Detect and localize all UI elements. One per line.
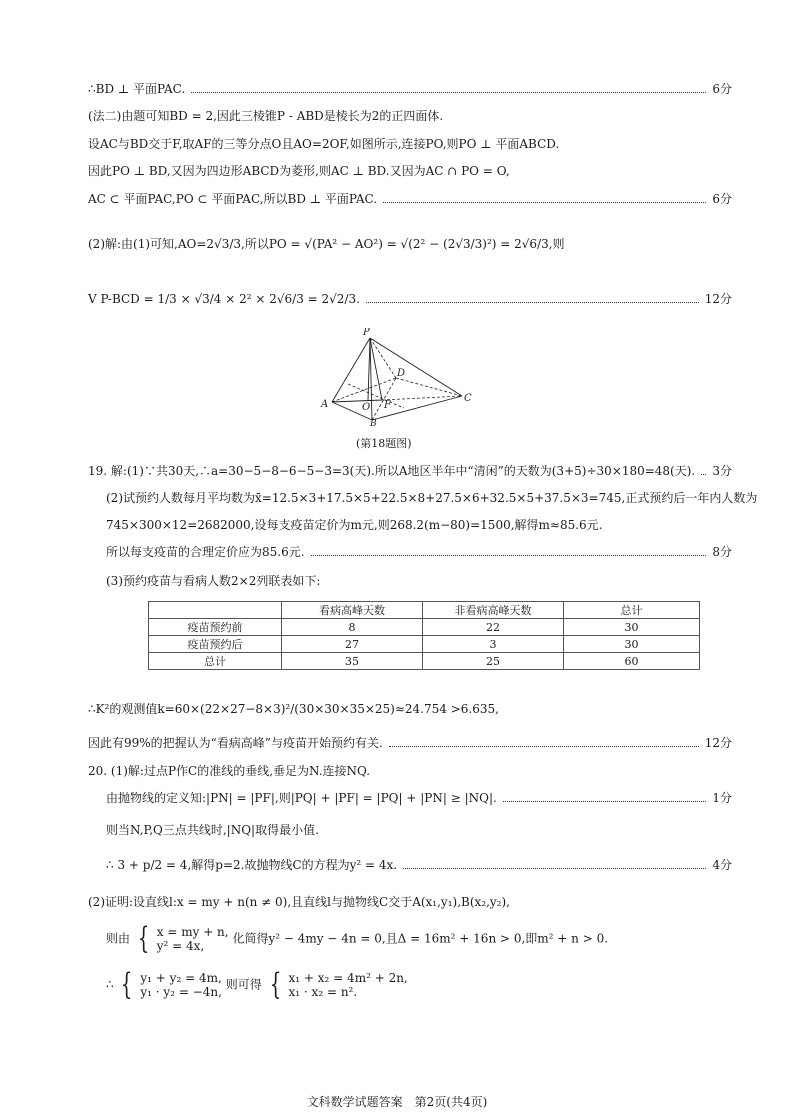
equation-line: y² = 4x, bbox=[156, 939, 205, 953]
system-equations bbox=[289, 971, 408, 999]
leader-dots bbox=[701, 474, 706, 475]
line-text: 因此有99%的把握认为“看病高峰”与疫苗开始预约有关. bbox=[88, 736, 383, 750]
line-bd-perp-pac bbox=[88, 80, 732, 98]
leader-dots bbox=[311, 555, 707, 556]
q19-part2-a: (2)试预约人数每月平均数为x̄=12.5×3+17.5×5+22.5×8+27.5×6+32.5×5+37.5×3=745,正式预约后一年内人数为 bbox=[106, 491, 758, 505]
system-result: 化简得y² − 4my − 4n = 0,且Δ = 16m² + 16n > 0,即m² + n > 0. bbox=[232, 931, 609, 946]
q19-part1 bbox=[88, 462, 732, 480]
score-label: 6分 bbox=[712, 192, 732, 206]
line-text: AC ⊂ 平面PAC,PO ⊂ 平面PAC,所以BD ⊥ 平面PAC. bbox=[88, 192, 378, 206]
score-label: 4分 bbox=[712, 858, 732, 872]
table-header-cell: 看病高峰天数 bbox=[282, 602, 423, 619]
figure-caption: (第18题图) bbox=[356, 437, 412, 450]
edge-pa bbox=[332, 338, 370, 402]
edge-pc bbox=[370, 338, 462, 396]
table-cell: 总计 bbox=[149, 653, 282, 670]
line-bd bbox=[372, 378, 396, 420]
table-cell: 35 bbox=[282, 653, 423, 670]
label-c: C bbox=[464, 393, 472, 404]
score-label: 8分 bbox=[712, 545, 732, 559]
table-header-cell bbox=[149, 602, 282, 619]
equation-line: x₁ · x₂ = n². bbox=[288, 985, 358, 999]
table-row bbox=[149, 636, 700, 653]
q20-equation bbox=[106, 856, 732, 874]
label-o: O bbox=[362, 402, 371, 413]
line-text: 19. 解:(1)∵共30天,∴a=30−5−8−6−5−3=3(天).所以A地区半年中“清闲”的天数为(3+5)÷30×180=48(天). bbox=[88, 464, 696, 478]
line-po-length: (2)解:由(1)可知,AO=2√3/3,所以PO = √(PA² − AO²) = √(2² − (2√3/3)²) = 2√6/3,则 bbox=[88, 237, 565, 251]
q20-definition bbox=[106, 789, 732, 807]
edge-ad bbox=[332, 378, 396, 402]
equation-line: x = my + n, bbox=[156, 925, 229, 939]
score-label: 3分 bbox=[712, 464, 732, 478]
system-equations bbox=[157, 925, 229, 953]
table-row bbox=[149, 653, 700, 670]
line-aux bbox=[348, 384, 404, 408]
leader-dots bbox=[191, 92, 706, 93]
score-label: 12分 bbox=[704, 292, 732, 306]
line-rhombus: 因此PO ⊥ BD,又因为四边形ABCD为菱形,则AC ⊥ BD.又因为AC ∩ PO = O, bbox=[88, 164, 510, 178]
line-text: 所以每支疫苗的合理定价应为85.6元. bbox=[106, 545, 305, 559]
equation-line: x₁ + x₂ = 4m² + 2n, bbox=[288, 971, 408, 985]
edge-po bbox=[368, 338, 370, 400]
line-volume bbox=[88, 290, 732, 308]
table-cell: 22 bbox=[423, 619, 564, 636]
system-equations bbox=[140, 971, 222, 999]
table-cell: 60 bbox=[564, 653, 700, 670]
label-b: B bbox=[370, 419, 377, 426]
q19-k-square: ∴K²的观测值k=60×(22×27−8×3)²/(30×30×35×25)≈24.754 >6.635, bbox=[88, 702, 499, 716]
line-text: 由抛物线的定义知:|PN| = |PF|,则|PQ| + |PF| = |PQ| + |PN| ≥ |NQ|. bbox=[106, 791, 497, 805]
q19-part2-c bbox=[106, 543, 732, 561]
line-setup: 设AC与BD交于F,取AF的三等分点O且AO=2OF,如图所示,连接PO,则PO ⊥ 平面ABCD. bbox=[88, 137, 560, 151]
system-prefix: 则由 bbox=[106, 931, 131, 946]
table-cell: 疫苗预约后 bbox=[149, 636, 282, 653]
table-cell: 疫苗预约前 bbox=[149, 619, 282, 636]
score-label: 12分 bbox=[704, 736, 732, 750]
table-header-cell: 非看病高峰天数 bbox=[423, 602, 564, 619]
table-header-cell: 总计 bbox=[564, 602, 700, 619]
leader-dots bbox=[383, 202, 706, 203]
table-cell: 30 bbox=[564, 636, 700, 653]
q20-part1: 20. (1)解:过点P作C的准线的垂线,垂足为N.连接NQ. bbox=[88, 764, 371, 778]
system-prefix: ∴ bbox=[106, 977, 114, 992]
score-label: 1分 bbox=[712, 791, 732, 805]
equation-line: y₁ + y₂ = 4m, bbox=[140, 971, 222, 985]
line-conclusion bbox=[88, 190, 732, 208]
q19-conclusion bbox=[88, 734, 732, 752]
edge-dc bbox=[396, 378, 462, 396]
q20-system-1 bbox=[106, 921, 609, 956]
q20-system-2 bbox=[106, 967, 408, 1002]
system-mid: 则可得 bbox=[225, 977, 262, 992]
q19-part3: (3)预约疫苗与看病人数2×2列联表如下: bbox=[106, 574, 321, 588]
table-header-row bbox=[149, 602, 700, 619]
q19-part2-b: 745×300×12=2682000,设每支疫苗定价为m元,则268.2(m−80)=1500,解得m≈85.6元. bbox=[106, 518, 603, 532]
table-cell: 8 bbox=[282, 619, 423, 636]
leader-dots bbox=[403, 868, 706, 869]
table-cell: 30 bbox=[564, 619, 700, 636]
label-a: A bbox=[321, 399, 329, 410]
line-text: ∴BD ⊥ 平面PAC. bbox=[88, 82, 186, 96]
label-d: D bbox=[397, 368, 406, 379]
page-footer: 文科数学试题答案 第2页(共4页) bbox=[306, 1095, 488, 1109]
brace-symbol: { bbox=[121, 967, 133, 1002]
edge-pb bbox=[370, 338, 372, 420]
brace-symbol: { bbox=[269, 967, 281, 1002]
line-text: V P-BCD = 1/3 × √3/4 × 2² × 2√6/3 = 2√2/3. bbox=[88, 292, 360, 306]
brace-symbol: { bbox=[137, 921, 150, 956]
leader-dots bbox=[389, 746, 699, 747]
label-f: F bbox=[384, 400, 391, 411]
line-af bbox=[332, 400, 382, 402]
table-row bbox=[149, 619, 700, 636]
label-p: P bbox=[363, 328, 370, 338]
table-cell: 25 bbox=[423, 653, 564, 670]
table-cell: 3 bbox=[423, 636, 564, 653]
leader-dots bbox=[503, 801, 707, 802]
table-cell: 27 bbox=[282, 636, 423, 653]
equation-line: y₁ · y₂ = −4n, bbox=[140, 985, 222, 999]
score-label: 6分 bbox=[712, 82, 732, 96]
pyramid-figure bbox=[318, 328, 478, 426]
leader-dots bbox=[366, 302, 699, 303]
line-text: ∴ 3 + p/2 = 4,解得p=2.故抛物线C的方程为y² = 4x. bbox=[106, 858, 398, 872]
line-method2: (法二)由题可知BD = 2,因此三棱锥P - ABD是棱长为2的正四面体. bbox=[88, 109, 444, 123]
q20-part2: (2)证明:设直线l:x = my + n(n ≠ 0),且直线l与抛物线C交于A(x₁,y₁),B(x₂,y₂), bbox=[88, 895, 510, 909]
q20-collinear: 则当N,P,Q三点共线时,|NQ|取得最小值. bbox=[106, 823, 319, 837]
contingency-table bbox=[148, 601, 700, 670]
